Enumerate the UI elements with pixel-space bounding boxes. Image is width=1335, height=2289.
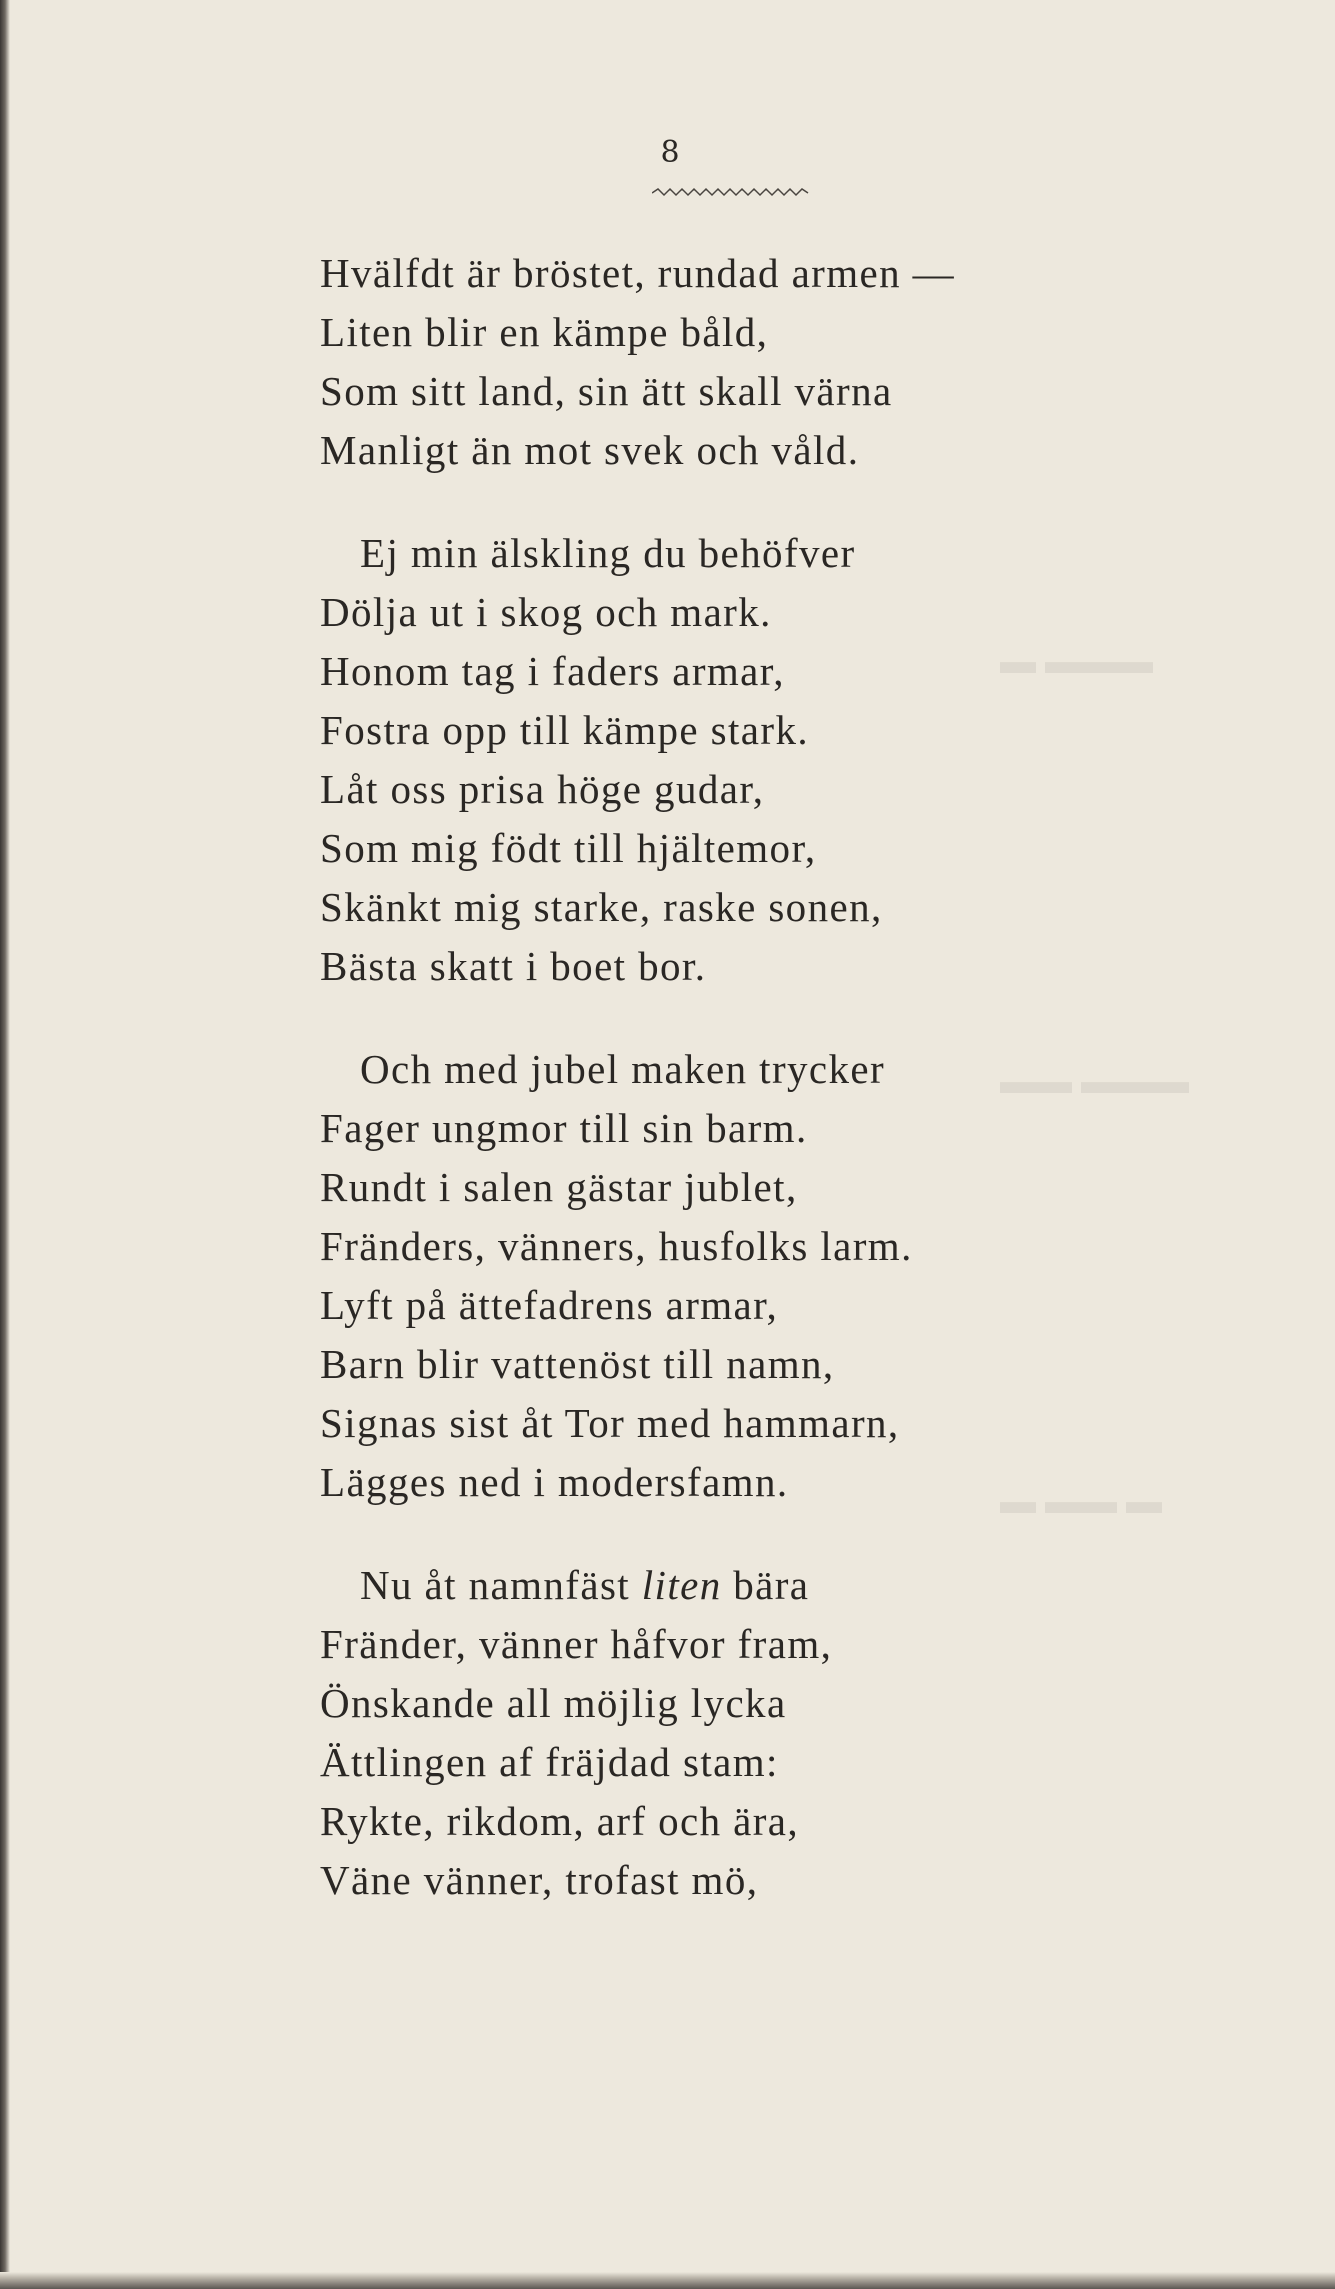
- page-number: 8: [660, 135, 680, 170]
- bleed-through-text: ▬ ▬▬ ▬: [1000, 1481, 1162, 1521]
- page-edge-left: [0, 0, 10, 2289]
- poem-line: Skänkt mig starke, raske sonen,: [320, 884, 883, 930]
- poem-line: Rundt i salen gästar jublet,: [320, 1164, 798, 1210]
- bleed-through-text: ▬▬ ▬▬▬: [1000, 1061, 1189, 1101]
- stanza: [320, 524, 1220, 996]
- poem-line: Fränder, vänner håfvor fram,: [320, 1621, 833, 1667]
- poem-line: Ättlingen af fräjdad stam:: [320, 1739, 779, 1785]
- poem-line: Manligt än mot svek och våld.: [320, 427, 860, 473]
- poem-line: Som mig födt till hjältemor,: [320, 825, 817, 871]
- poem-line: Önskande all möjlig lycka: [320, 1680, 787, 1726]
- stanza: [320, 1040, 1220, 1512]
- poem-line: Och med jubel maken trycker: [360, 1046, 886, 1092]
- poem-line: Lägges ned i modersfamn.: [320, 1459, 789, 1505]
- poem: [320, 244, 1220, 1954]
- poem-line: Fager ungmor till sin barm.: [320, 1105, 808, 1151]
- poem-line: Fostra opp till kämpe stark.: [320, 707, 809, 753]
- poem-line: Dölja ut i skog och mark.: [320, 589, 772, 635]
- bleed-through-text: ▬ ▬▬▬: [1000, 641, 1153, 681]
- poem-line: Nu åt namnfäst liten bära: [360, 1562, 810, 1608]
- poem-line: Barn blir vattenöst till namn,: [320, 1341, 835, 1387]
- poem-line: Lyft på ättefadrens armar,: [320, 1282, 779, 1328]
- poem-line: Honom tag i faders armar,: [320, 648, 785, 694]
- poem-line: Fränders, vänners, husfolks larm.: [320, 1223, 913, 1269]
- page-edge-bottom: [0, 2272, 1335, 2289]
- poem-line: Låt oss prisa höge gudar,: [320, 766, 765, 812]
- poem-line: Signas sist åt Tor med hammarn,: [320, 1400, 900, 1446]
- poem-line: Väne vänner, trofast mö,: [320, 1857, 759, 1903]
- poem-line: Rykte, rikdom, arf och ära,: [320, 1798, 800, 1844]
- stanza: [320, 1556, 1220, 1910]
- wavy-ornament-icon: [652, 186, 812, 200]
- poem-line: Liten blir en kämpe båld,: [320, 309, 769, 355]
- stanza: [320, 244, 1220, 480]
- poem-line: Hvälfdt är bröstet, rundad armen —: [320, 250, 956, 296]
- poem-line: Ej min älskling du behöfver: [360, 530, 856, 576]
- poem-line: Som sitt land, sin ätt skall värna: [320, 368, 893, 414]
- poem-line: Bästa skatt i boet bor.: [320, 943, 707, 989]
